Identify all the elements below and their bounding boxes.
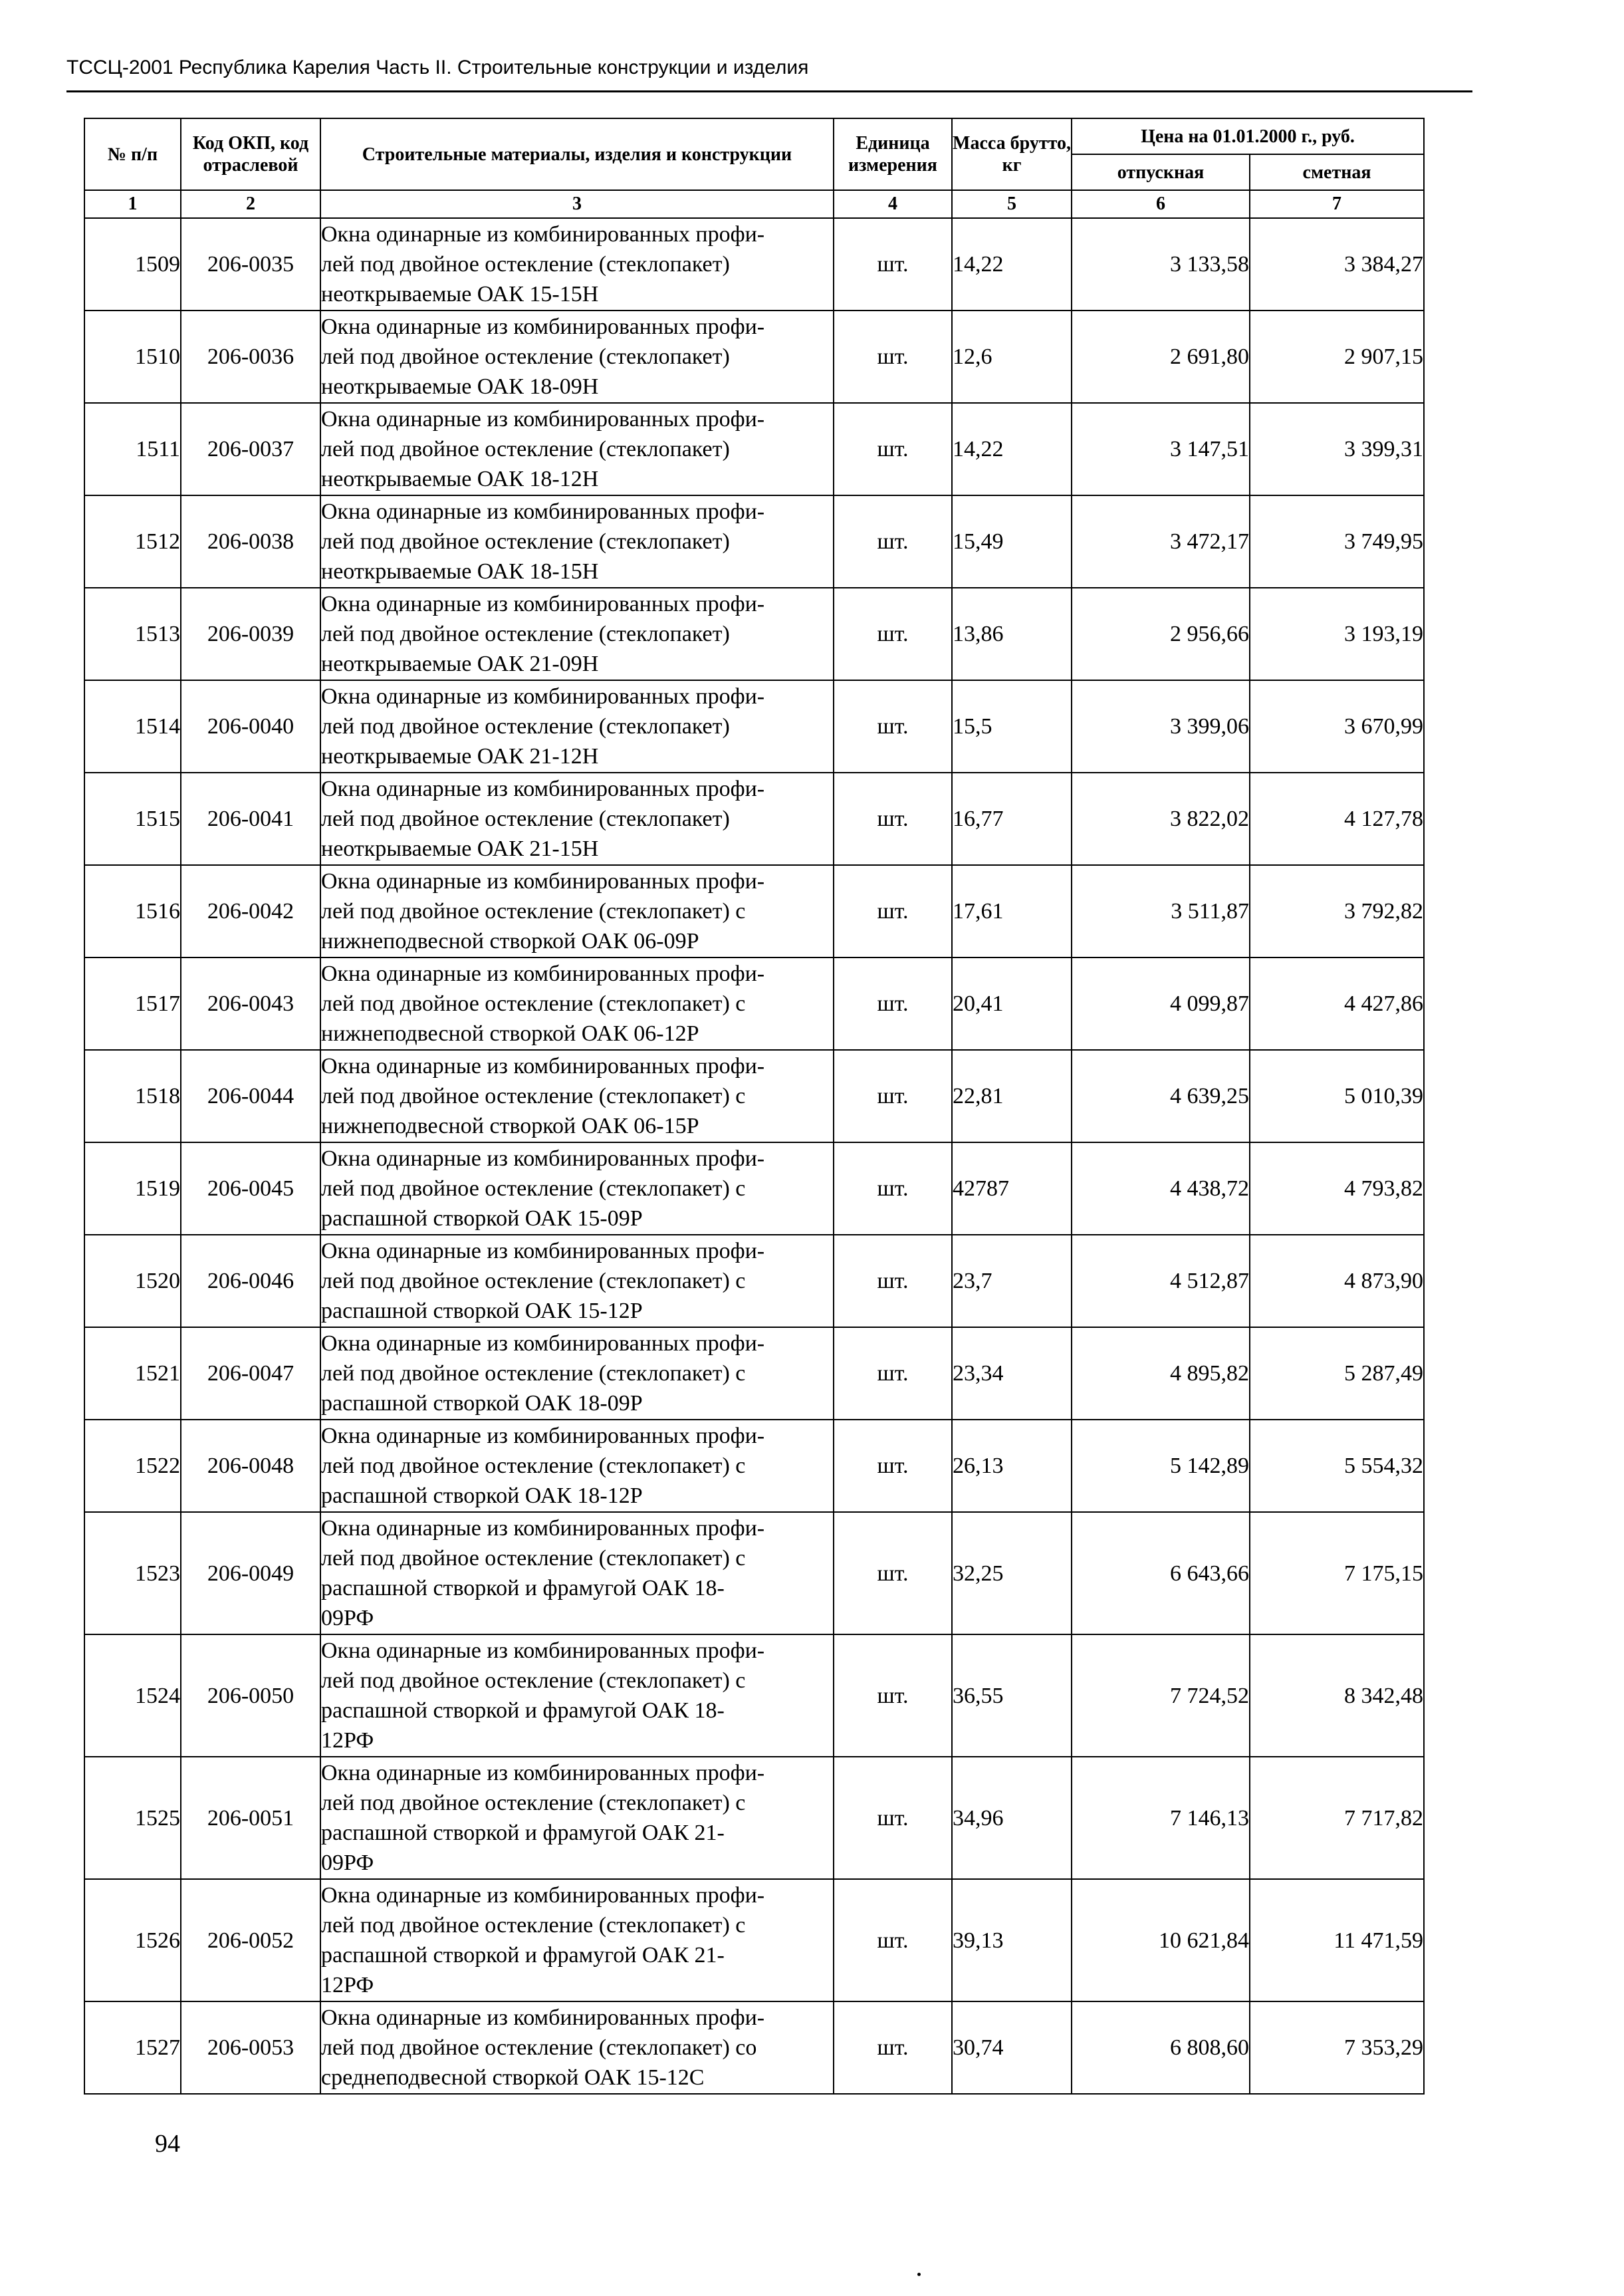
description-line: Окна одинарные из комбинированных профи-	[321, 961, 765, 986]
description-line: лей под двойное остекление (стеклопакет) с	[321, 1791, 746, 1815]
description-line: распашной створкой ОАК 15-12Р	[321, 1299, 643, 1323]
page-header: ТССЦ-2001 Республика Карелия Часть II. Строительные конструкции и изделия	[66, 57, 809, 78]
description-line: Окна одинарные из комбинированных профи-	[321, 499, 765, 524]
table-row	[84, 403, 1424, 495]
description-line: лей под двойное остекление (стеклопакет) с	[321, 1454, 746, 1478]
unit: шт.	[834, 1050, 952, 1142]
item-description	[320, 2001, 834, 2094]
col-header-name: Строительные материалы, изделия и конструкции	[320, 118, 834, 190]
okp-code: 206-0041	[181, 773, 320, 865]
scan-speck	[917, 2273, 921, 2276]
column-number: 1	[84, 190, 181, 218]
description-line: Окна одинарные из комбинированных профи-	[321, 407, 765, 432]
release-price: 5 142,89	[1072, 1420, 1250, 1512]
col-header-code: Код ОКП, код отраслевой	[181, 118, 320, 190]
gross-mass: 32,25	[952, 1512, 1072, 1634]
row-number: 1513	[84, 588, 181, 680]
release-price: 4 512,87	[1072, 1235, 1250, 1327]
description-line: распашной створкой и фрамугой ОАК 21-	[321, 1943, 725, 1968]
table-row	[84, 311, 1424, 403]
description-line: 09РФ	[321, 1606, 374, 1630]
gross-mass: 15,5	[952, 680, 1072, 773]
description-line: нижнеподвесной створкой ОАК 06-09Р	[321, 929, 699, 954]
description-line: Окна одинарные из комбинированных профи-	[321, 1638, 765, 1663]
estimate-price: 3 193,19	[1250, 588, 1424, 680]
column-number: 3	[320, 190, 834, 218]
unit: шт.	[834, 773, 952, 865]
description-line: распашной створкой ОАК 18-12Р	[321, 1483, 643, 1508]
row-number: 1521	[84, 1327, 181, 1420]
estimate-price: 3 792,82	[1250, 865, 1424, 957]
release-price: 3 511,87	[1072, 865, 1250, 957]
description-line: Окна одинарные из комбинированных профи-	[321, 315, 765, 339]
description-line: неоткрываемые ОАК 18-12Н	[321, 467, 599, 491]
item-description	[320, 1327, 834, 1420]
okp-code: 206-0043	[181, 957, 320, 1050]
gross-mass: 15,49	[952, 495, 1072, 588]
unit: шт.	[834, 957, 952, 1050]
description-line: среднеподвесной створкой ОАК 15-12С	[321, 2065, 705, 2090]
okp-code: 206-0051	[181, 1757, 320, 1879]
release-price: 4 438,72	[1072, 1142, 1250, 1235]
row-number: 1526	[84, 1879, 181, 2001]
description-line: Окна одинарные из комбинированных профи-	[321, 1424, 765, 1448]
table-row	[84, 680, 1424, 773]
estimate-price: 4 427,86	[1250, 957, 1424, 1050]
item-description	[320, 311, 834, 403]
table-row	[84, 773, 1424, 865]
row-number: 1510	[84, 311, 181, 403]
table-row	[84, 1634, 1424, 1757]
gross-mass: 34,96	[952, 1757, 1072, 1879]
description-line: лей под двойное остекление (стеклопакет) с	[321, 1176, 746, 1201]
okp-code: 206-0052	[181, 1879, 320, 2001]
item-description	[320, 1757, 834, 1879]
description-line: распашной створкой и фрамугой ОАК 21-	[321, 1821, 725, 1845]
description-line: Окна одинарные из комбинированных профи-	[321, 1146, 765, 1171]
table-row	[84, 218, 1424, 311]
estimate-price: 3 670,99	[1250, 680, 1424, 773]
gross-mass: 36,55	[952, 1634, 1072, 1757]
page-number: 94	[155, 2130, 180, 2158]
gross-mass: 26,13	[952, 1420, 1072, 1512]
unit: шт.	[834, 403, 952, 495]
table-row	[84, 1757, 1424, 1879]
item-description	[320, 495, 834, 588]
table-row	[84, 588, 1424, 680]
item-description	[320, 1879, 834, 2001]
column-number: 2	[181, 190, 320, 218]
description-line: неоткрываемые ОАК 21-15Н	[321, 836, 599, 861]
estimate-price: 8 342,48	[1250, 1634, 1424, 1757]
row-number: 1522	[84, 1420, 181, 1512]
unit: шт.	[834, 1757, 952, 1879]
estimate-price: 4 127,78	[1250, 773, 1424, 865]
column-number: 4	[834, 190, 952, 218]
release-price: 4 639,25	[1072, 1050, 1250, 1142]
item-description	[320, 403, 834, 495]
release-price: 2 956,66	[1072, 588, 1250, 680]
okp-code: 206-0049	[181, 1512, 320, 1634]
description-line: распашной створкой ОАК 18-09Р	[321, 1391, 643, 1416]
release-price: 3 822,02	[1072, 773, 1250, 865]
release-price: 3 399,06	[1072, 680, 1250, 773]
table-row	[84, 957, 1424, 1050]
estimate-price: 7 353,29	[1250, 2001, 1424, 2094]
okp-code: 206-0037	[181, 403, 320, 495]
col-header-price-release: отпускная	[1072, 154, 1250, 190]
release-price: 2 691,80	[1072, 311, 1250, 403]
table-row	[84, 865, 1424, 957]
release-price: 3 472,17	[1072, 495, 1250, 588]
item-description	[320, 680, 834, 773]
item-description	[320, 1420, 834, 1512]
release-price: 3 133,58	[1072, 218, 1250, 311]
estimate-price: 7 717,82	[1250, 1757, 1424, 1879]
okp-code: 206-0035	[181, 218, 320, 311]
table-row	[84, 1420, 1424, 1512]
okp-code: 206-0042	[181, 865, 320, 957]
price-table	[84, 118, 1425, 2095]
description-line: лей под двойное остекление (стеклопакет)	[321, 437, 730, 461]
column-number: 6	[1072, 190, 1250, 218]
description-line: Окна одинарные из комбинированных профи-	[321, 2005, 765, 2030]
unit: шт.	[834, 218, 952, 311]
row-number: 1511	[84, 403, 181, 495]
estimate-price: 4 873,90	[1250, 1235, 1424, 1327]
description-line: лей под двойное остекление (стеклопакет) со	[321, 2035, 757, 2060]
description-line: лей под двойное остекление (стеклопакет) с	[321, 1361, 746, 1386]
description-line: неоткрываемые ОАК 21-09Н	[321, 652, 599, 676]
row-number: 1514	[84, 680, 181, 773]
description-line: лей под двойное остекление (стеклопакет) с	[321, 1668, 746, 1693]
row-number: 1527	[84, 2001, 181, 2094]
gross-mass: 39,13	[952, 1879, 1072, 2001]
column-number: 7	[1250, 190, 1424, 218]
description-line: Окна одинарные из комбинированных профи-	[321, 1516, 765, 1541]
row-number: 1512	[84, 495, 181, 588]
column-numbers-row	[84, 190, 1424, 218]
estimate-price: 5 287,49	[1250, 1327, 1424, 1420]
estimate-price: 3 749,95	[1250, 495, 1424, 588]
description-line: Окна одинарные из комбинированных профи-	[321, 1761, 765, 1785]
row-number: 1519	[84, 1142, 181, 1235]
gross-mass: 17,61	[952, 865, 1072, 957]
gross-mass: 14,22	[952, 403, 1072, 495]
gross-mass: 30,74	[952, 2001, 1072, 2094]
estimate-price: 3 384,27	[1250, 218, 1424, 311]
gross-mass: 23,7	[952, 1235, 1072, 1327]
table-row	[84, 2001, 1424, 2094]
gross-mass: 22,81	[952, 1050, 1072, 1142]
okp-code: 206-0047	[181, 1327, 320, 1420]
estimate-price: 2 907,15	[1250, 311, 1424, 403]
unit: шт.	[834, 1235, 952, 1327]
gross-mass: 12,6	[952, 311, 1072, 403]
col-header-price-estimate: сметная	[1250, 154, 1424, 190]
description-line: 12РФ	[321, 1973, 374, 1997]
unit: шт.	[834, 865, 952, 957]
release-price: 6 808,60	[1072, 2001, 1250, 2094]
okp-code: 206-0044	[181, 1050, 320, 1142]
release-price: 3 147,51	[1072, 403, 1250, 495]
gross-mass: 14,22	[952, 218, 1072, 311]
okp-code: 206-0050	[181, 1634, 320, 1757]
description-line: неоткрываемые ОАК 18-09Н	[321, 374, 599, 399]
estimate-price: 7 175,15	[1250, 1512, 1424, 1634]
description-line: лей под двойное остекление (стеклопакет) с	[321, 899, 746, 924]
table-row	[84, 1050, 1424, 1142]
item-description	[320, 1512, 834, 1634]
gross-mass: 42787	[952, 1142, 1072, 1235]
estimate-price: 4 793,82	[1250, 1142, 1424, 1235]
description-line: неоткрываемые ОАК 21-12Н	[321, 744, 599, 769]
okp-code: 206-0040	[181, 680, 320, 773]
description-line: распашной створкой и фрамугой ОАК 18-	[321, 1698, 725, 1723]
col-header-mass: Масса брутто, кг	[952, 118, 1072, 190]
description-line: Окна одинарные из комбинированных профи-	[321, 1239, 765, 1263]
table-row	[84, 1327, 1424, 1420]
description-line: Окна одинарные из комбинированных профи-	[321, 592, 765, 616]
table-row	[84, 1235, 1424, 1327]
description-line: 12РФ	[321, 1728, 374, 1753]
unit: шт.	[834, 1512, 952, 1634]
item-description	[320, 1050, 834, 1142]
description-line: нижнеподвесной створкой ОАК 06-12Р	[321, 1021, 699, 1046]
description-line: лей под двойное остекление (стеклопакет) с	[321, 1084, 746, 1108]
description-line: лей под двойное остекление (стеклопакет) с	[321, 991, 746, 1016]
gross-mass: 23,34	[952, 1327, 1072, 1420]
estimate-price: 5 554,32	[1250, 1420, 1424, 1512]
unit: шт.	[834, 1142, 952, 1235]
item-description	[320, 218, 834, 311]
unit: шт.	[834, 1634, 952, 1757]
description-line: лей под двойное остекление (стеклопакет) с	[321, 1913, 746, 1938]
row-number: 1516	[84, 865, 181, 957]
description-line: Окна одинарные из комбинированных профи-	[321, 684, 765, 709]
table-row	[84, 1142, 1424, 1235]
description-line: Окна одинарные из комбинированных профи-	[321, 222, 765, 247]
row-number: 1515	[84, 773, 181, 865]
release-price: 7 146,13	[1072, 1757, 1250, 1879]
item-description	[320, 865, 834, 957]
unit: шт.	[834, 588, 952, 680]
description-line: лей под двойное остекление (стеклопакет)	[321, 714, 730, 739]
release-price: 10 621,84	[1072, 1879, 1250, 2001]
description-line: Окна одинарные из комбинированных профи-	[321, 777, 765, 801]
description-line: лей под двойное остекление (стеклопакет)	[321, 807, 730, 831]
gross-mass: 20,41	[952, 957, 1072, 1050]
item-description	[320, 1634, 834, 1757]
release-price: 4 099,87	[1072, 957, 1250, 1050]
description-line: лей под двойное остекление (стеклопакет)	[321, 344, 730, 369]
description-line: лей под двойное остекление (стеклопакет)	[321, 622, 730, 646]
estimate-price: 5 010,39	[1250, 1050, 1424, 1142]
description-line: распашной створкой и фрамугой ОАК 18-	[321, 1576, 725, 1600]
okp-code: 206-0039	[181, 588, 320, 680]
row-number: 1520	[84, 1235, 181, 1327]
gross-mass: 13,86	[952, 588, 1072, 680]
col-header-num: № п/п	[84, 118, 181, 190]
unit: шт.	[834, 1879, 952, 2001]
gross-mass: 16,77	[952, 773, 1072, 865]
okp-code: 206-0036	[181, 311, 320, 403]
okp-code: 206-0046	[181, 1235, 320, 1327]
description-line: лей под двойное остекление (стеклопакет) с	[321, 1269, 746, 1293]
unit: шт.	[834, 495, 952, 588]
description-line: лей под двойное остекление (стеклопакет)	[321, 252, 730, 277]
description-line: Окна одинарные из комбинированных профи-	[321, 1054, 765, 1079]
description-line: Окна одинарные из комбинированных профи-	[321, 1883, 765, 1908]
unit: шт.	[834, 2001, 952, 2094]
description-line: лей под двойное остекление (стеклопакет)	[321, 529, 730, 554]
row-number: 1523	[84, 1512, 181, 1634]
estimate-price: 3 399,31	[1250, 403, 1424, 495]
estimate-price: 11 471,59	[1250, 1879, 1424, 2001]
description-line: неоткрываемые ОАК 18-15Н	[321, 559, 599, 584]
okp-code: 206-0053	[181, 2001, 320, 2094]
release-price: 4 895,82	[1072, 1327, 1250, 1420]
description-line: распашной створкой ОАК 15-09Р	[321, 1206, 643, 1231]
column-number: 5	[952, 190, 1072, 218]
row-number: 1518	[84, 1050, 181, 1142]
description-line: Окна одинарные из комбинированных профи-	[321, 869, 765, 894]
okp-code: 206-0048	[181, 1420, 320, 1512]
table-row	[84, 1512, 1424, 1634]
unit: шт.	[834, 311, 952, 403]
unit: шт.	[834, 680, 952, 773]
okp-code: 206-0038	[181, 495, 320, 588]
description-line: 09РФ	[321, 1850, 374, 1875]
row-number: 1509	[84, 218, 181, 311]
item-description	[320, 1235, 834, 1327]
item-description	[320, 773, 834, 865]
table-row	[84, 495, 1424, 588]
item-description	[320, 957, 834, 1050]
header-rule	[66, 90, 1472, 92]
description-line: неоткрываемые ОАК 15-15Н	[321, 282, 599, 307]
release-price: 6 643,66	[1072, 1512, 1250, 1634]
description-line: Окна одинарные из комбинированных профи-	[321, 1331, 765, 1356]
row-number: 1517	[84, 957, 181, 1050]
row-number: 1525	[84, 1757, 181, 1879]
col-header-unit: Единица измерения	[834, 118, 952, 190]
table-row	[84, 1879, 1424, 2001]
row-number: 1524	[84, 1634, 181, 1757]
okp-code: 206-0045	[181, 1142, 320, 1235]
col-header-price-group: Цена на 01.01.2000 г., руб.	[1072, 118, 1424, 154]
item-description	[320, 588, 834, 680]
unit: шт.	[834, 1327, 952, 1420]
release-price: 7 724,52	[1072, 1634, 1250, 1757]
unit: шт.	[834, 1420, 952, 1512]
item-description	[320, 1142, 834, 1235]
description-line: лей под двойное остекление (стеклопакет) с	[321, 1546, 746, 1571]
description-line: нижнеподвесной створкой ОАК 06-15Р	[321, 1114, 699, 1138]
